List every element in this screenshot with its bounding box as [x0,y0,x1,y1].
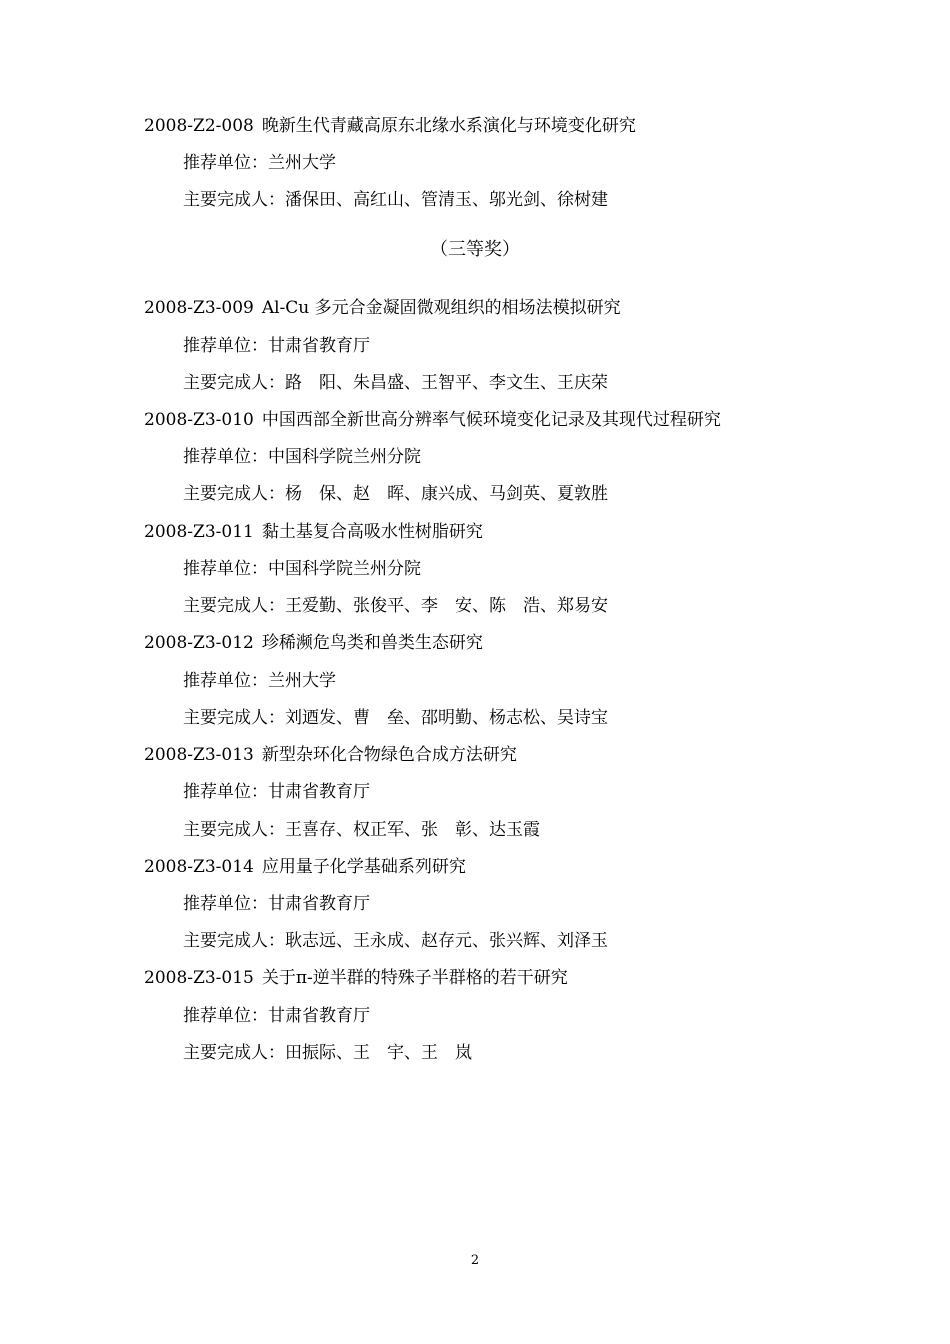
entry-title [144,632,483,654]
entry-code: 2008-Z3-013 [144,745,254,765]
main-contributors: 主要完成人：刘迺发、曹 垒、邵明勤、杨志松、吴诗宝 [183,708,608,728]
recommending-unit: 推荐单位：甘肃省教育厅 [183,1006,370,1026]
entry-name: 晚新生代青藏高原东北缘水系演化与环境变化研究 [261,116,636,136]
entry-name: 珍稀濒危鸟类和兽类生态研究 [261,633,483,653]
entry-code: 2008-Z3-011 [144,522,254,542]
entry-title [144,521,483,543]
main-contributors: 主要完成人：杨 保、赵 晖、康兴成、马剑英、夏敦胜 [183,484,608,504]
entry-title [144,297,621,319]
main-contributors: 主要完成人：田振际、王 宇、王 岚 [183,1043,472,1063]
entry-name: 关于π-逆半群的特殊子半群格的若干研究 [261,968,568,988]
recommending-unit: 推荐单位：中国科学院兰州分院 [183,447,421,467]
entry-name: 新型杂环化合物绿色合成方法研究 [261,745,517,765]
section-heading: （三等奖） [430,239,520,260]
recommending-unit: 推荐单位：兰州大学 [183,153,336,173]
entry-title [144,744,517,766]
entry-name: Al-Cu 多元合金凝固微观组织的相场法模拟研究 [261,298,621,318]
main-contributors: 主要完成人：王喜存、权正军、张 彰、达玉霞 [183,820,540,840]
main-contributors: 主要完成人：潘保田、高红山、管清玉、邬光剑、徐树建 [183,190,608,210]
recommending-unit: 推荐单位：甘肃省教育厅 [183,336,370,356]
entry-code: 2008-Z3-015 [144,968,254,988]
entry-name: 应用量子化学基础系列研究 [261,857,466,877]
recommending-unit: 推荐单位：甘肃省教育厅 [183,894,370,914]
recommending-unit: 推荐单位：兰州大学 [183,671,336,691]
entry-title [144,115,636,137]
entry-code: 2008-Z3-010 [144,410,254,430]
entry-code: 2008-Z2-008 [144,116,254,136]
entry-title [144,967,568,989]
recommending-unit: 推荐单位：甘肃省教育厅 [183,782,370,802]
entry-name: 黏土基复合高吸水性树脂研究 [261,522,483,542]
entry-code: 2008-Z3-012 [144,633,254,653]
main-contributors: 主要完成人：王爱勤、张俊平、李 安、陈 浩、郑易安 [183,596,608,616]
entry-code: 2008-Z3-014 [144,857,254,877]
main-contributors: 主要完成人：路 阳、朱昌盛、王智平、李文生、王庆荣 [183,373,608,393]
entry-name: 中国西部全新世高分辨率气候环境变化记录及其现代过程研究 [261,410,721,430]
main-contributors: 主要完成人：耿志远、王永成、赵存元、张兴辉、刘泽玉 [183,931,608,951]
entry-code: 2008-Z3-009 [144,298,254,318]
entry-title [144,856,466,878]
page-number: 2 [470,1253,480,1268]
entry-title [144,409,721,431]
recommending-unit: 推荐单位：中国科学院兰州分院 [183,559,421,579]
